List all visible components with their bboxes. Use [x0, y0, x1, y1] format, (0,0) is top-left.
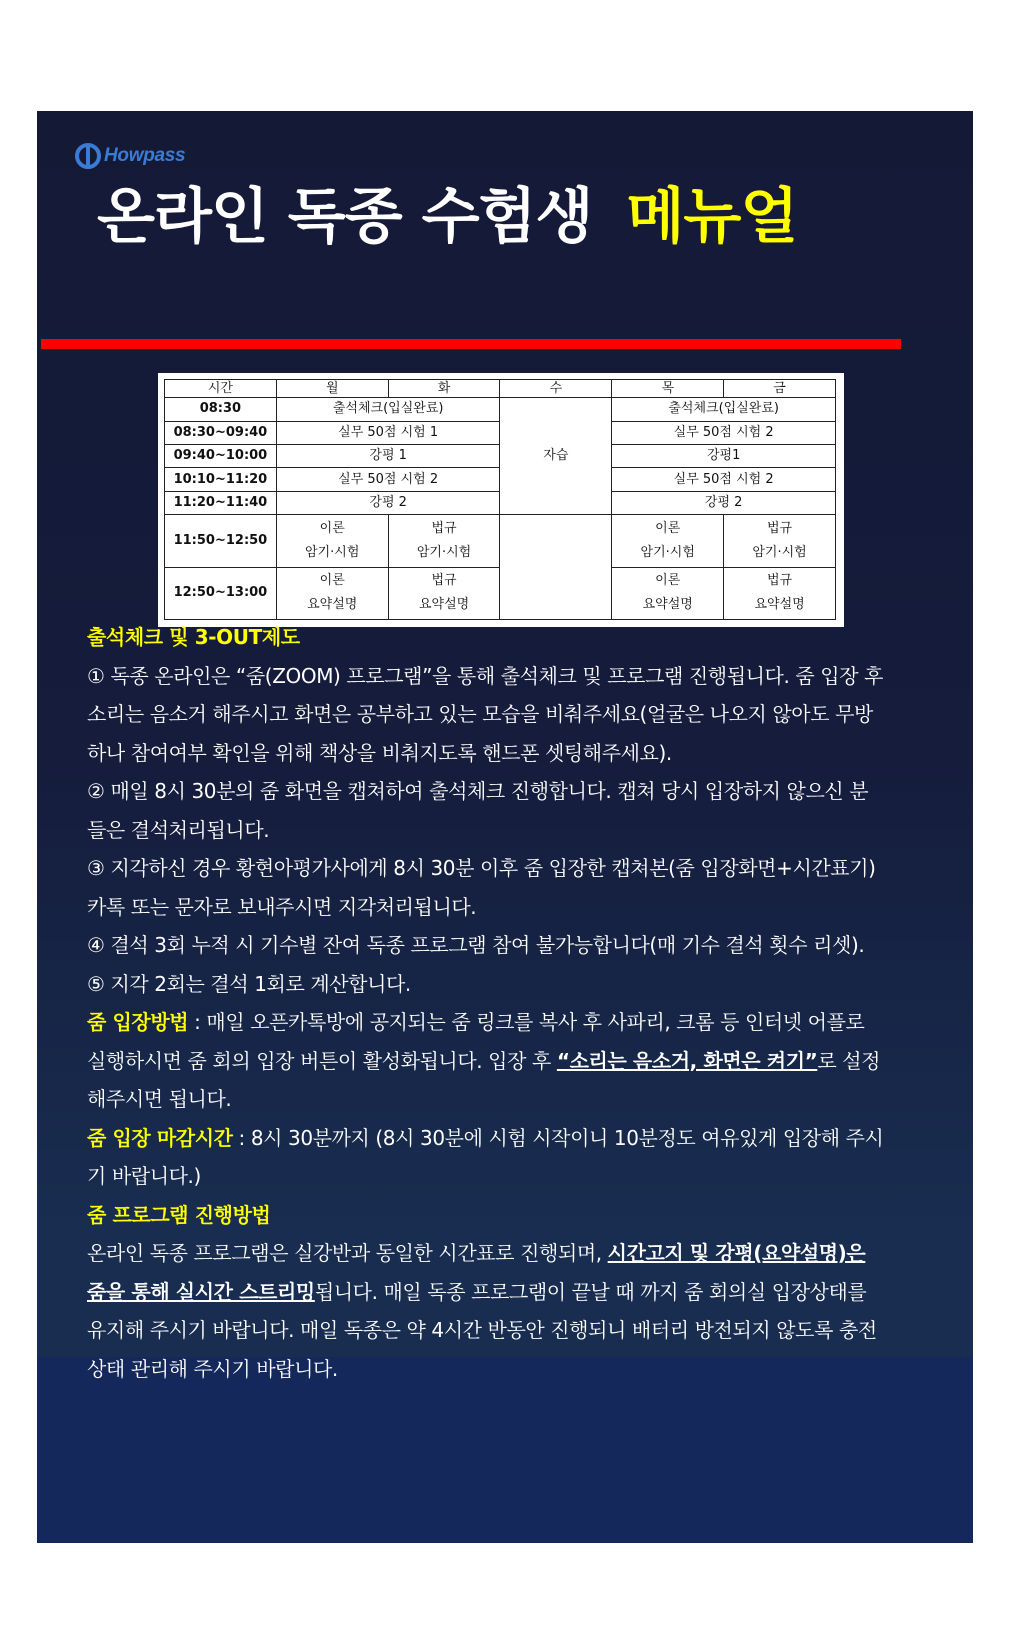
table-cell: 실무 50점 시험 2	[612, 468, 836, 491]
page-title	[97, 177, 797, 257]
table-cell	[724, 567, 836, 619]
table-cell: 강평 2	[612, 491, 836, 514]
table-cell	[500, 567, 612, 619]
zoom-entry-emphasis: “소리는 음소거, 화면은 켜기”	[556, 1048, 818, 1073]
table-cell: 강평 2	[276, 491, 500, 514]
table-row	[165, 515, 836, 567]
time-cell: 11:20~11:40	[165, 491, 277, 514]
table-cell	[276, 567, 388, 619]
self-study-cell: 자습	[500, 398, 612, 515]
cell-line: 이론	[655, 521, 681, 537]
cell-line: 법규	[767, 521, 793, 537]
rule-item-3: ③ 지각하신 경우 황현아평가사에게 8시 30분 이후 줌 입장한 캡쳐본(줌 입장화면+시간표기) 카톡 또는 문자로 보내주시면 지각처리됩니다.	[87, 856, 876, 919]
attendance-heading: 출석체크 및 3-OUT제도	[87, 625, 300, 649]
deadline-text: : 8시 30분까지 (8시 30분에 시험 시작이니 10분정도 여유있게 입장해 주시기 바랍니다.)	[87, 1125, 884, 1188]
table-cell	[612, 515, 724, 567]
table-cell	[724, 515, 836, 567]
time-cell: 12:50~13:00	[165, 567, 277, 619]
title-highlight: 메뉴얼	[626, 182, 798, 252]
table-cell: 강평 1	[276, 445, 500, 468]
table-cell: 실무 50점 시험 1	[276, 421, 500, 444]
cell-line: 법규	[431, 573, 457, 589]
table-cell: 강평1	[612, 445, 836, 468]
time-cell: 11:50~12:50	[165, 515, 277, 567]
zoom-entry-text: : 매일 오픈카톡방에 공지되는 줌 링크를 복사 후 사파리, 크롬 등 인터넷 어플로 실행하시면 줌 회의 입장 버튼이 활성화됩니다. 입장 후	[87, 1010, 865, 1073]
table-cell	[500, 515, 612, 567]
table-cell: 실무 50점 시험 2	[612, 421, 836, 444]
deadline-label: 줌 입장 마감시간	[87, 1125, 233, 1150]
table-cell	[612, 567, 724, 619]
table-cell	[388, 515, 500, 567]
program-heading: 줌 프로그램 진행방법	[87, 1202, 271, 1227]
table-cell: 출석체크(입실완료)	[612, 398, 836, 421]
time-cell: 08:30	[165, 398, 277, 421]
table-row	[165, 567, 836, 619]
cell-line: 요약설명	[418, 597, 470, 613]
program-text-b: 됩니다. 매일 독종 프로그램이 끝날 때 까지 줌 회의실 입장상태를 유지해 주시기 바랍니다. 매일 독종은 약 4시간 반동안 진행되니 배터리 방전되지 않도록 충전상태 관리해 주시기 바랍니다.	[87, 1279, 877, 1381]
manual-body	[87, 618, 887, 1388]
howpass-logo-icon	[75, 143, 101, 169]
cell-line: 법규	[431, 521, 457, 537]
time-cell: 09:40~10:00	[165, 445, 277, 468]
cell-line: 이론	[319, 573, 345, 589]
rule-item-5: ⑤ 지각 2회는 결석 1회로 계산합니다.	[87, 971, 411, 996]
zoom-entry-tail: 로 설정해주시면 됩니다.	[87, 1048, 881, 1111]
time-cell: 10:10~11:20	[165, 468, 277, 491]
header-cell: 월	[276, 380, 388, 398]
time-cell: 08:30~09:40	[165, 421, 277, 444]
header-cell: 수	[500, 380, 612, 398]
howpass-logo	[75, 141, 185, 171]
header-cell: 목	[612, 380, 724, 398]
deadline-paragraph	[87, 1119, 887, 1196]
cell-line: 암기·시험	[416, 545, 472, 561]
cell-line: 이론	[655, 573, 681, 589]
cell-line: 요약설명	[754, 597, 805, 613]
header-cell: 화	[388, 380, 500, 398]
program-paragraph	[87, 1234, 887, 1388]
logo-text: Howpass	[104, 145, 186, 166]
table-cell: 실무 50점 시험 2	[276, 468, 500, 491]
table-cell	[388, 567, 500, 619]
red-divider	[41, 339, 901, 349]
manual-poster	[37, 111, 973, 1543]
cell-line: 이론	[319, 521, 345, 537]
cell-line: 암기·시험	[305, 545, 360, 561]
program-text-a: 온라인 독종 프로그램은 실강반과 동일한 시간표로 진행되며,	[87, 1241, 608, 1265]
header-cell: 시간	[165, 380, 277, 398]
zoom-entry-paragraph	[87, 1003, 887, 1119]
rule-item-2: ② 매일 8시 30분의 줌 화면을 캡쳐하여 출석체크 진행합니다. 캡쳐 당시 입장하지 않으신 분들은 결석처리됩니다.	[87, 779, 869, 842]
cell-line: 요약설명	[642, 597, 693, 613]
table-cell: 출석체크(입실완료)	[276, 398, 500, 421]
schedule-table-card	[158, 373, 844, 627]
cell-line: 암기·시험	[752, 545, 807, 561]
rule-item-1: ① 독종 온라인은 “줌(ZOOM) 프로그램”을 통해 출석체크 및 프로그램 진행됩니다. 줌 입장 후 소리는 음소거 해주시고 화면은 공부하고 있는 모습을 비춰주세요(얼굴은 나오지 않아도 무방하나 참여여부 확인을 위해 책상을 비춰지도록 핸드폰 셋팅해주세요).	[87, 663, 883, 765]
cell-line: 법규	[767, 573, 793, 589]
header-cell: 금	[724, 380, 836, 398]
program-emphasis: 시간고지 및 강평(요약설명)은 줌을 통해 실시간 스트리밍	[87, 1241, 866, 1304]
table-header-row	[165, 380, 836, 398]
table-cell	[276, 515, 388, 567]
cell-line: 암기·시험	[640, 545, 695, 561]
cell-line: 요약설명	[307, 597, 358, 613]
title-main: 온라인 독종 수험생	[97, 182, 593, 252]
rule-item-4: ④ 결석 3회 누적 시 기수별 잔여 독종 프로그램 참여 불가능합니다(매 기수 결석 횟수 리셋).	[87, 933, 865, 957]
table-row	[165, 398, 836, 421]
zoom-entry-label: 줌 입장방법	[87, 1010, 189, 1034]
schedule-table	[164, 379, 836, 620]
